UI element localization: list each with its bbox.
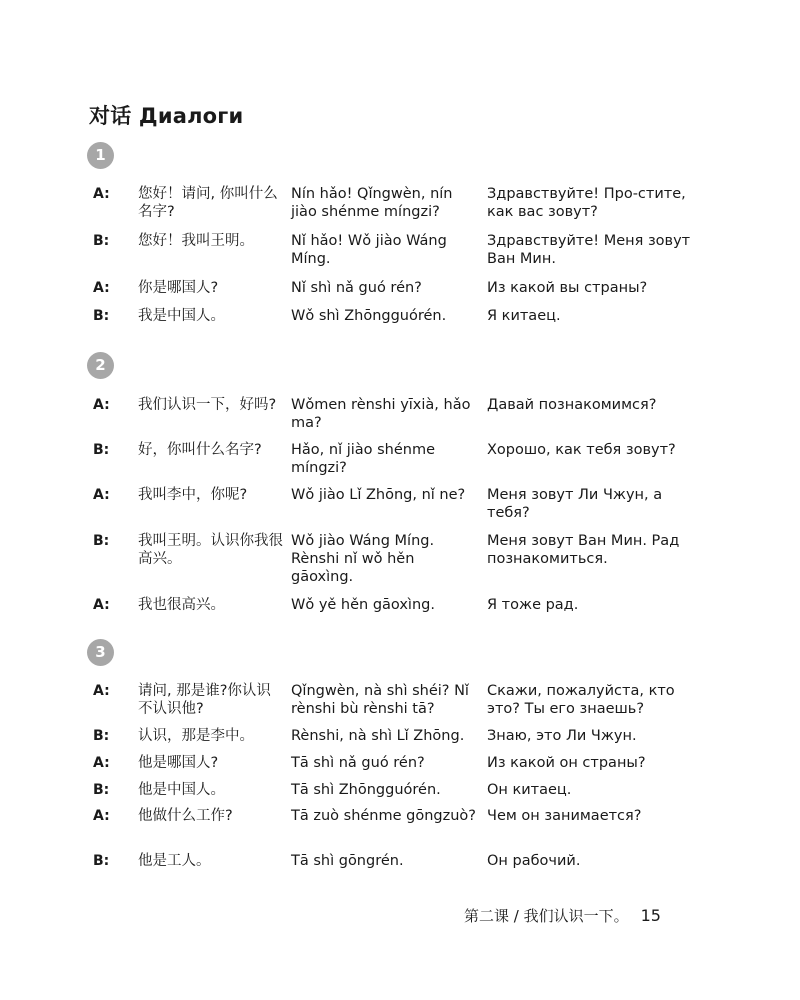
speaker-label: A:	[93, 808, 110, 824]
chinese-text: 我叫王明。认识你我很高兴。	[138, 533, 283, 567]
speaker-label: A:	[93, 597, 110, 613]
pinyin-text: Hǎo, nǐ jiào shénme míngzi?	[291, 442, 436, 476]
pinyin-text: Nín hǎo! Qǐngwèn, nín jiào shénme míngzi?	[291, 186, 453, 220]
speaker-label: A:	[93, 280, 110, 296]
russian-text: Он рабочий.	[487, 853, 581, 869]
pinyin-text: Tā zuò shénme gōngzuò?	[291, 808, 476, 824]
chinese-text: 好，你叫什么名字?	[138, 442, 262, 458]
section-heading: 对话 Диалоги	[89, 104, 244, 128]
pinyin-text: Wǒ jiào Lǐ Zhōng, nǐ ne?	[291, 487, 466, 503]
speaker-label: A:	[93, 397, 110, 413]
russian-text: Меня зовут Ван Мин. Рад познакомиться.	[487, 533, 680, 567]
speaker-label: B:	[93, 853, 110, 869]
chinese-text: 他是哪国人?	[138, 755, 219, 771]
chinese-text: 他做什么工作?	[138, 808, 233, 824]
russian-text: Знаю, это Ли Чжун.	[487, 728, 637, 744]
pinyin-text: Wǒmen rènshi yīxià, hǎo ma?	[291, 397, 471, 431]
speaker-label: B:	[93, 533, 110, 549]
speaker-label: B:	[93, 308, 110, 324]
pinyin-text: Nǐ shì nǎ guó rén?	[291, 280, 422, 296]
speaker-label: A:	[93, 487, 110, 503]
chinese-text: 我也很高兴。	[138, 597, 225, 613]
chinese-text: 您好！请问, 你叫什么名字?	[138, 186, 278, 220]
page-number: 15	[640, 906, 661, 925]
russian-text: Скажи, пожалуйста, кто это? Ты его знаешь?	[487, 683, 675, 717]
chinese-text: 请问, 那是谁?你认识不认识他?	[138, 683, 271, 717]
russian-text: Чем он занимается?	[487, 808, 642, 824]
russian-text: Здравствуйте! Меня зовут Ван Мин.	[487, 233, 691, 267]
pinyin-text: Tā shì Zhōngguórén.	[291, 782, 441, 798]
pinyin-text: Qǐngwèn, nà shì shéi? Nǐ rènshi bù rènshi tā?	[291, 683, 469, 717]
pinyin-text: Rènshi, nà shì Lǐ Zhōng.	[291, 728, 465, 744]
russian-text: Давай познакомимся?	[487, 397, 657, 413]
pinyin-text: Wǒ yě hěn gāoxìng.	[291, 597, 435, 613]
russian-text: Я тоже рад.	[487, 597, 579, 613]
speaker-label: A:	[93, 186, 110, 202]
chinese-text: 你是哪国人?	[138, 280, 219, 296]
chinese-text: 他是中国人。	[138, 782, 225, 798]
speaker-label: B:	[93, 233, 110, 249]
pinyin-text: Tā shì nǎ guó rén?	[291, 755, 425, 771]
chinese-text: 他是工人。	[138, 853, 211, 869]
pinyin-text: Wǒ jiào Wáng Míng. Rènshi nǐ wǒ hěn gāoxìng.	[291, 533, 435, 585]
dialogue-number-badge: 2	[87, 352, 114, 379]
pinyin-text: Nǐ hǎo! Wǒ jiào Wáng Míng.	[291, 233, 447, 267]
russian-text: Он китаец.	[487, 782, 572, 798]
pinyin-text: Wǒ shì Zhōngguórén.	[291, 308, 447, 324]
speaker-label: A:	[93, 683, 110, 699]
chinese-text: 认识，那是李中。	[138, 728, 254, 744]
russian-text: Меня зовут Ли Чжун, а тебя?	[487, 487, 663, 521]
speaker-label: A:	[93, 755, 110, 771]
chinese-text: 我是中国人。	[138, 308, 225, 324]
russian-text: Здравствуйте! Про-стите, как вас зовут?	[487, 186, 686, 220]
dialogue-number-badge: 3	[87, 639, 114, 666]
chinese-text: 我们认识一下，好吗?	[138, 397, 277, 413]
page-footer	[464, 905, 661, 926]
speaker-label: B:	[93, 442, 110, 458]
dialogue-number-badge: 1	[87, 142, 114, 169]
lesson-title: 第二课 / 我们认识一下。	[464, 907, 629, 925]
speaker-label: B:	[93, 782, 110, 798]
russian-text: Из какой он страны?	[487, 755, 646, 771]
russian-text: Хорошо, как тебя зовут?	[487, 442, 676, 458]
chinese-text: 我叫李中，你呢?	[138, 487, 248, 503]
chinese-text: 您好！我叫王明。	[138, 233, 254, 249]
russian-text: Из какой вы страны?	[487, 280, 648, 296]
russian-text: Я китаец.	[487, 308, 561, 324]
pinyin-text: Tā shì gōngrén.	[291, 853, 404, 869]
speaker-label: B:	[93, 728, 110, 744]
